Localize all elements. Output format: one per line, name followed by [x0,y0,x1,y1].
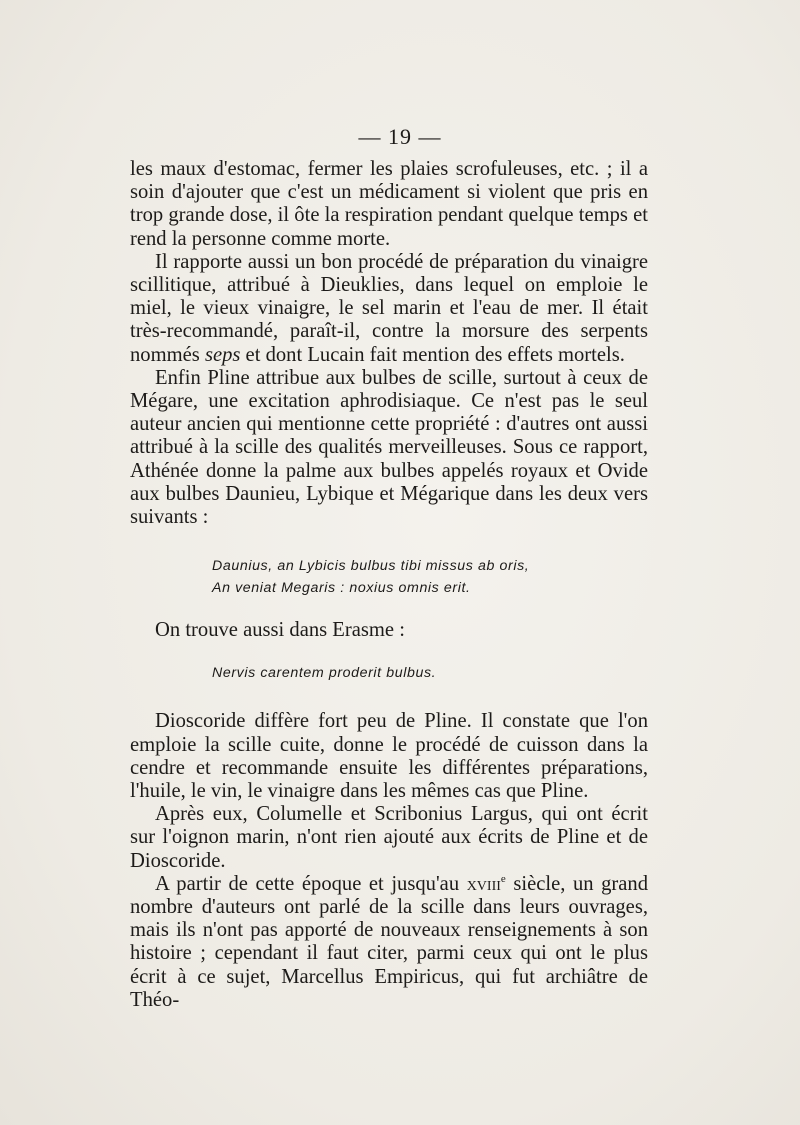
paragraph-3: Enfin Pline attribue aux bulbes de scille, surtout à ceux de Mégare, une excitation aphrodisiaque. Ce n'est pas le seul auteur ancien qui mentionne cette propriété : d'autres ont aussi attribué à la scille des qualités merveilleuses. Sous ce rapport, Athénée donne la palme aux bulbes appelés royaux et Ovide aux bulbes Daunieu, Lybique et Mégarique dans les deux vers suivants : [130,366,648,529]
paragraph-7-text-a: A partir de cette époque et jusqu'au [155,872,467,895]
paragraph-2 [130,251,648,367]
paragraph-6: Après eux, Columelle et Scribonius Largus, qui ont écrit sur l'oignon marin, n'ont rien ajouté aux écrits de Pline et de Dioscoride. [130,803,648,872]
paragraph-2-text-a: Il rapporte aussi un bon procédé de préparation du vinaigre scillitique, attribué à Dieuklies, dans lequel on emploie le miel, le vieux vinaigre, le sel marin et l'eau de mer. Il était très-recommandé, paraît-il, contre la morsure des serpents nommés [130,250,648,366]
paragraph-2-italic-word: seps [204,343,241,366]
paragraph-7-text-b: siècle, un grand nombre d'auteurs ont parlé de la scille dans leurs ouvrages, mais ils n'ont pas apporté de nouveaux renseignements à son histoire ; cependant il faut citer, parmi ceux qui ont le plus écrit à ce sujet, Marcellus Empiricus, qui fut archiâtre de Théo- [130,872,648,1011]
verse-line-1: Daunius, an Lybicis bulbus tibi missus ab oris, [212,558,530,575]
paragraph-4: On trouve aussi dans Erasme : [155,619,405,642]
page-number: — 19 — [358,124,442,149]
verse-line-2: An veniat Megaris : noxius omnis erit. [212,580,471,597]
paragraph-7 [130,873,648,1012]
body-text [130,158,648,1012]
paragraph-5: Dioscoride diffère fort peu de Pline. Il constate que l'on emploie la scille cuite, donne le procédé de cuisson dans la cendre et recommande ensuite les différentes préparations, l'huile, le vin, le vinaigre dans les mêmes cas que Pline. [130,710,648,803]
latin-quote: Nervis carentem proderit bulbus. [212,665,437,682]
century-superscript: e [500,873,506,886]
latin-verse [212,555,648,599]
century-numeral: xviii [466,872,501,895]
paragraph-2-text-b: et dont Lucain fait mention des effets mortels. [240,343,625,366]
paragraph-1: les maux d'estomac, fermer les plaies scrofuleuses, etc. ; il a soin d'ajouter que c'est un médicament si violent que pris en trop grande dose, il ôte la respiration pendant quelque temps et rend la personne comme morte. [130,158,648,250]
